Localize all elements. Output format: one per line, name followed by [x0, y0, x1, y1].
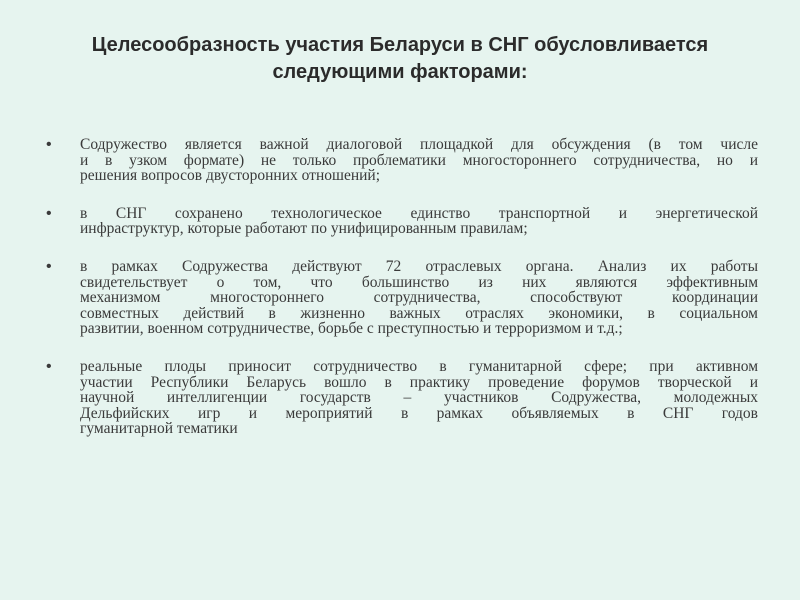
item-1-line-1: Содружество является важной диалоговой площадкой для обсуждения (в том числе — [80, 136, 758, 153]
title-line-2: следующими факторами: — [272, 61, 528, 83]
bullet-icon: • — [46, 257, 52, 275]
title-line-1: Целесообразность участия Беларуси в СНГ обусловливается — [91, 34, 709, 56]
item-4-line-3: научной интеллигенции государств – участников Содружества, молодежных — [80, 389, 758, 407]
bullet-icon: • — [46, 136, 52, 153]
bullet-icon: • — [46, 204, 52, 222]
item-2-line-2: инфраструктур, которые работают по унифицированным правилам; — [80, 220, 528, 238]
factors-list — [46, 137, 758, 437]
item-3-line-3: механизмом многостороннего сотрудничества, способствуют координации — [80, 289, 758, 307]
list-item-4 — [46, 359, 758, 437]
item-4-line-1: реальные плоды приносит сотрудничество в гуманитарной сфере; при активном — [80, 357, 758, 375]
item-3-line-4: совместных действий в жизненно важных отраслях экономики, в социальном — [80, 304, 758, 322]
slide-title — [40, 32, 760, 86]
item-3-line-1: в рамках Содружества действуют 72 отраслевых органа. Анализ их работы — [80, 257, 758, 275]
list-item-3 — [46, 259, 758, 337]
item-1-line-3: решения вопросов двусторонних отношений; — [80, 167, 381, 185]
item-3-line-5: развитии, военном сотрудничестве, борьбе с преступностью и терроризмом и т.д.; — [80, 320, 623, 338]
item-4-line-5: гуманитарной тематики — [80, 420, 238, 438]
bullet-icon: • — [46, 357, 52, 375]
item-1-line-2: и в узком формате) не только проблематики многостороннего сотрудничества, но и — [80, 151, 758, 169]
item-2-line-1: в СНГ сохранено технологическое единство транспортной и энергетической — [80, 204, 758, 222]
list-item-2 — [46, 206, 758, 237]
item-3-line-2: свидетельствует о том, что большинство из них являются эффективным — [80, 273, 758, 291]
item-4-line-2: участии Республики Беларусь вошло в практику проведение форумов творческой и — [80, 373, 758, 391]
item-4-line-4: Дельфийских игр и мероприятий в рамках объявляемых в СНГ годов — [80, 404, 758, 422]
list-item-1 — [46, 137, 758, 184]
